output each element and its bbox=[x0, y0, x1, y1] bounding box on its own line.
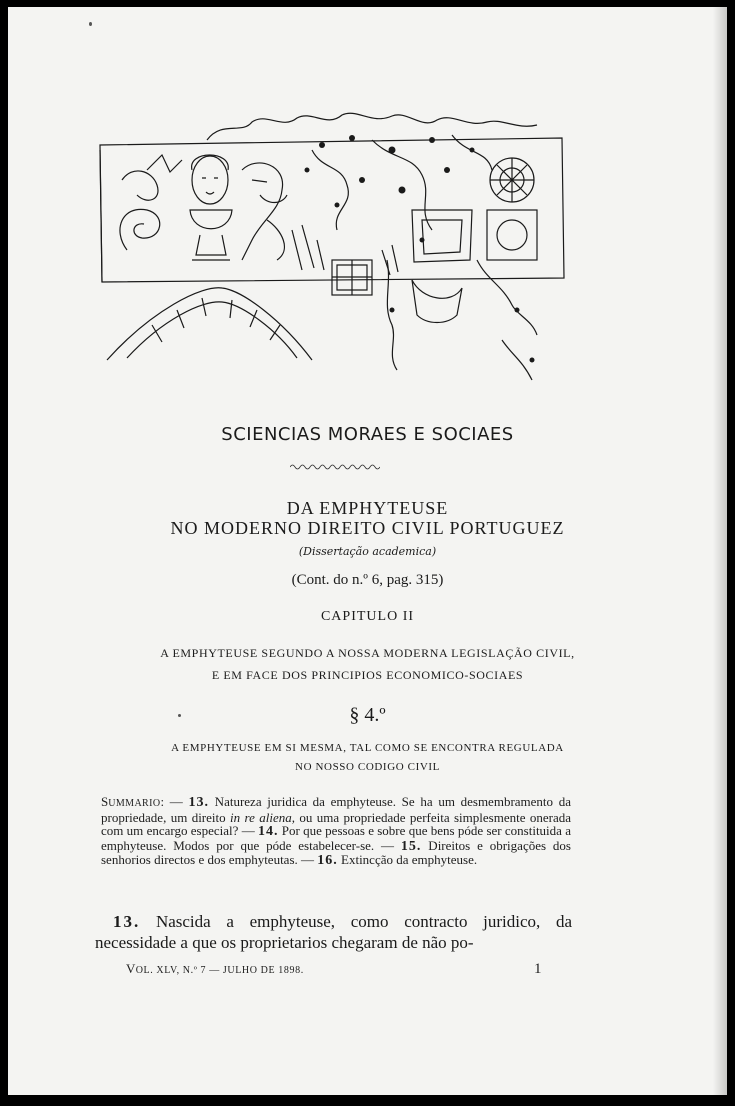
body-text: Nascida a emphyteuse, como contracto juridico, da necessidade a que os proprietarios chegaram de não po- bbox=[95, 912, 572, 952]
chapter-subtitle-line-2: E EM FACE DOS PRINCIPIOS ECONOMICO-SOCIAES bbox=[211, 668, 524, 682]
section-heading-line-2: NO NOSSO CODIGO CIVIL bbox=[295, 761, 440, 773]
section-title: SCIENCIAS MORAES E SOCIAES bbox=[221, 424, 514, 445]
chapter-heading: CAPITULO II bbox=[320, 609, 415, 624]
summary-text-5: Extincção da emphyteuse. bbox=[337, 852, 478, 867]
footer-issue: , N.º 7 — bbox=[176, 965, 223, 976]
footer-vol-initial: V bbox=[126, 961, 136, 976]
article-title-line-2: NO MODERNO DIREITO CIVIL PORTUGUEZ bbox=[170, 518, 565, 538]
continuation-note: (Cont. do n.º 6, pag. 315) bbox=[291, 572, 444, 588]
summary-number-13: 13. bbox=[188, 795, 209, 810]
summary-separator: : — bbox=[160, 794, 189, 809]
body-section-number: 13. bbox=[113, 912, 141, 931]
section-heading-line-1: A EMPHYTEUSE EM SI MESMA, TAL COMO SE ENCONTRA REGULADA bbox=[171, 742, 564, 754]
summary-text-4: Direitos e obrigações dos senhorios directos e dos emphyteutas. — bbox=[101, 837, 571, 867]
summary-label-initial: S bbox=[101, 794, 109, 809]
paragraph-number: § 4.º bbox=[349, 704, 386, 726]
paper-speck bbox=[178, 714, 181, 717]
footer-vol: OL. XLV bbox=[135, 965, 177, 976]
footer-date: JULHO DE 1898. bbox=[222, 965, 304, 976]
summary-block bbox=[101, 795, 571, 868]
body-paragraph bbox=[95, 911, 572, 953]
article-title-line-1: DA EMPHYTEUSE bbox=[286, 498, 449, 518]
summary-label: UMMARIO bbox=[108, 798, 161, 809]
summary-number-14: 14. bbox=[257, 824, 279, 839]
summary-latin-phrase: in re aliena, bbox=[230, 809, 295, 825]
summary-text-3: Por que pessoas e sobre que bens póde ser constituida a emphyteuse. Modos por que póde estabelecer-se. — bbox=[101, 823, 571, 853]
dissertation-note: (Dissertação academica) bbox=[298, 545, 437, 558]
decorative-rule bbox=[290, 462, 380, 472]
summary-number-15: 15. bbox=[400, 838, 422, 854]
paper-speck bbox=[89, 22, 92, 26]
page-number: 1 bbox=[534, 961, 542, 977]
decorative-engraving bbox=[92, 110, 572, 395]
summary-text-2: ou uma propriedade perfeita simplesmente onerada com um encargo especial? — bbox=[101, 809, 571, 838]
footer-volume-line bbox=[126, 961, 304, 977]
chapter-subtitle-line-1: A EMPHYTEUSE SEGUNDO A NOSSA MODERNA LEGISLAÇÃO CIVIL, bbox=[160, 646, 575, 660]
summary-number-16: 16. bbox=[317, 853, 338, 868]
summary-text-1: Natureza juridica da emphyteuse. Se ha um desmembramento da propriedade, um direito bbox=[101, 794, 571, 825]
